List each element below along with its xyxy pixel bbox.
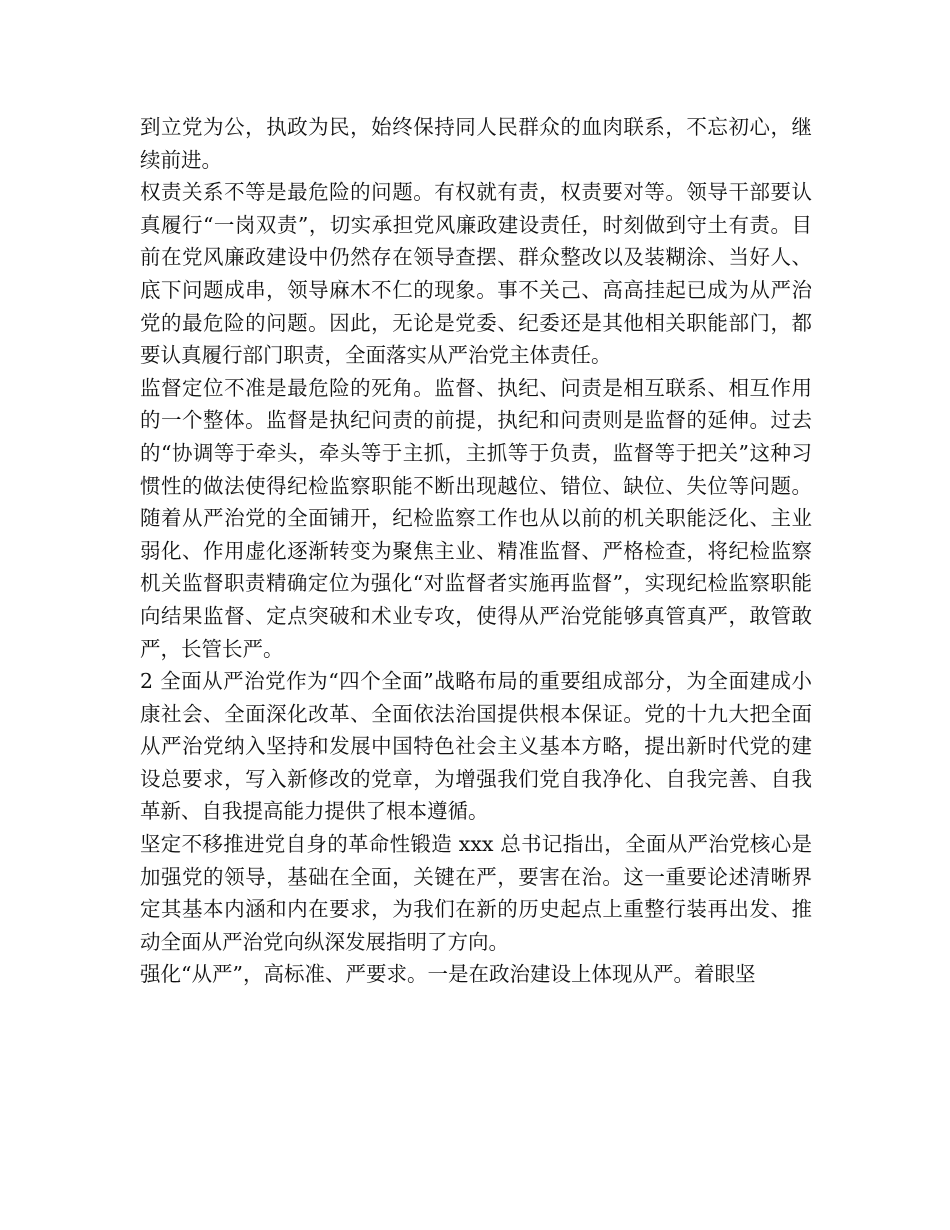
paragraph-5: 坚定不移推进党自身的革命性锻造 xxx 总书记指出，全面从严治党核心是加强党的领导，基础在全面，关键在严，要害在治。这一重要论述清晰界定其基本内涵和内在要求，为我们在新的历史起点上重整行装再出发、推动全面从严治党向纵深发展指明了方向。 [140,832,812,954]
paragraph-4: 2 全面从严治党作为“四个全面”战略布局的重要组成部分，为全面建成小康社会、全面深化改革、全面依法治国提供根本保证。党的十九大把全面从严治党纳入坚持和发展中国特色社会主义基本方略，提出新时代党的建设总要求，写入新修改的党章，为增强我们党自我净化、自我完善、自我革新、自我提高能力提供了根本遵循。 [140,669,812,824]
paragraph-2: 权责关系不等是最危险的问题。有权就有责，权责要对等。领导干部要认真履行“一岗双责”，切实承担党风廉政建设责任，时刻做到守土有责。目前在党风廉政建设中仍然存在领导查摆、群众整改以及装糊涂、当好人、底下问题成串，领导麻木不仁的现象。事不关己、高高挂起已成为从严治党的最危险的问题。因此，无论是党委、纪委还是其他相关职能部门，都要认真履行部门职责，全面落实从严治党主体责任。 [140,180,812,368]
document-body [140,111,812,991]
paragraph-1: 到立党为公，执政为民，始终保持同人民群众的血肉联系，不忘初心，继续前进。 [140,115,812,172]
paragraph-3: 监督定位不准是最危险的死角。监督、执纪、问责是相互联系、相互作用的一个整体。监督是执纪问责的前提，执纪和问责则是监督的延伸。过去的“协调等于牵头，牵头等于主抓，主抓等于负责，监督等于把关”这种习惯性的做法使得纪检监察职能不断出现越位、错位、缺位、失位等问题。随着从严治党的全面铺开，纪检监察工作也从以前的机关职能泛化、主业弱化、作用虚化逐渐转变为聚焦主业、精准监督、严格检查，将纪检监察机关监督职责精确定位为强化“对监督者实施再监督”，实现纪检监察职能向结果监督、定点突破和术业专攻，使得从严治党能够真管真严，敢管敢严，长管长严。 [140,375,812,661]
paragraph-6: 强化“从严”，高标准、严要求。一是在政治建设上体现从严。着眼坚 [140,962,756,987]
